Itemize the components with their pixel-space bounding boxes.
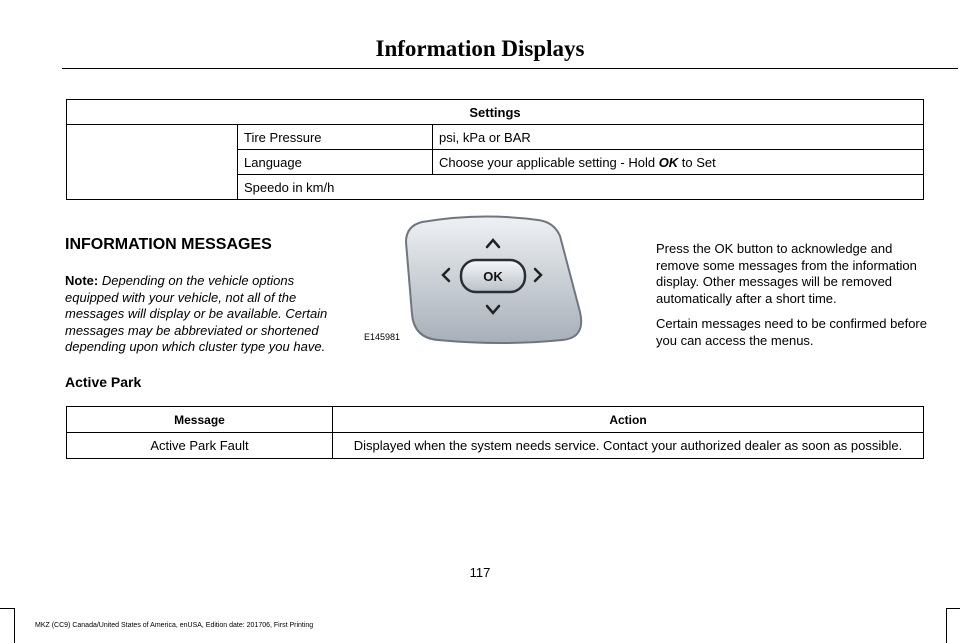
table-cell-empty xyxy=(67,125,238,200)
settings-table xyxy=(66,99,924,200)
crop-mark xyxy=(946,608,960,609)
setting-value: psi, kPa or BAR xyxy=(433,125,924,150)
page-header-title: Information Displays xyxy=(375,36,585,61)
paragraph: Certain messages need to be confirmed before you can access the menus. xyxy=(656,316,927,348)
settings-table-title: Settings xyxy=(67,100,924,125)
setting-value xyxy=(433,150,924,175)
column-header-message: Message xyxy=(67,407,333,433)
figure-code: E145981 xyxy=(364,332,401,342)
steering-wheel-control-illustration xyxy=(360,212,592,352)
subsection-title: Active Park xyxy=(65,374,142,390)
ok-emphasis: OK xyxy=(658,154,679,170)
footer-text: MKZ (CC9) Canada/United States of America, enUSA, Edition date: 201706, First Printing xyxy=(35,622,314,629)
header-rule xyxy=(62,68,958,69)
note-text: Depending on the vehicle options equipped with your vehicle, not all of the messages will display or be available. Certain messages may be abbreviated or shortened depending upon which cluster type you have. xyxy=(65,273,328,354)
table-row xyxy=(67,100,924,125)
action-cell: Displayed when the system needs service. Contact your authorized dealer as soon as possible. xyxy=(333,433,924,459)
value-text: to Set xyxy=(678,154,716,170)
ok-button-label: OK xyxy=(483,269,503,284)
page-number: 117 xyxy=(469,565,491,580)
active-park-table xyxy=(66,406,924,459)
note-paragraph xyxy=(65,273,335,356)
setting-item: Speedo in km/h xyxy=(238,175,924,200)
crop-mark xyxy=(0,608,14,609)
table-row xyxy=(67,433,924,459)
note-label: Note: xyxy=(65,273,99,288)
table-header-row xyxy=(67,407,924,433)
value-text: Choose your applicable setting - Hold xyxy=(439,154,659,170)
setting-item: Language xyxy=(238,150,433,175)
column-header-action: Action xyxy=(333,407,924,433)
right-text xyxy=(656,241,928,358)
crop-mark xyxy=(14,608,15,643)
paragraph: Press the OK button to acknowledge and remove some messages from the information display. Other messages will be removed automatically after a short time. xyxy=(656,241,917,306)
crop-mark xyxy=(946,608,947,643)
section-title: INFORMATION MESSAGES xyxy=(65,236,272,253)
table-row xyxy=(67,125,924,150)
setting-item: Tire Pressure xyxy=(238,125,433,150)
message-cell: Active Park Fault xyxy=(67,433,333,459)
